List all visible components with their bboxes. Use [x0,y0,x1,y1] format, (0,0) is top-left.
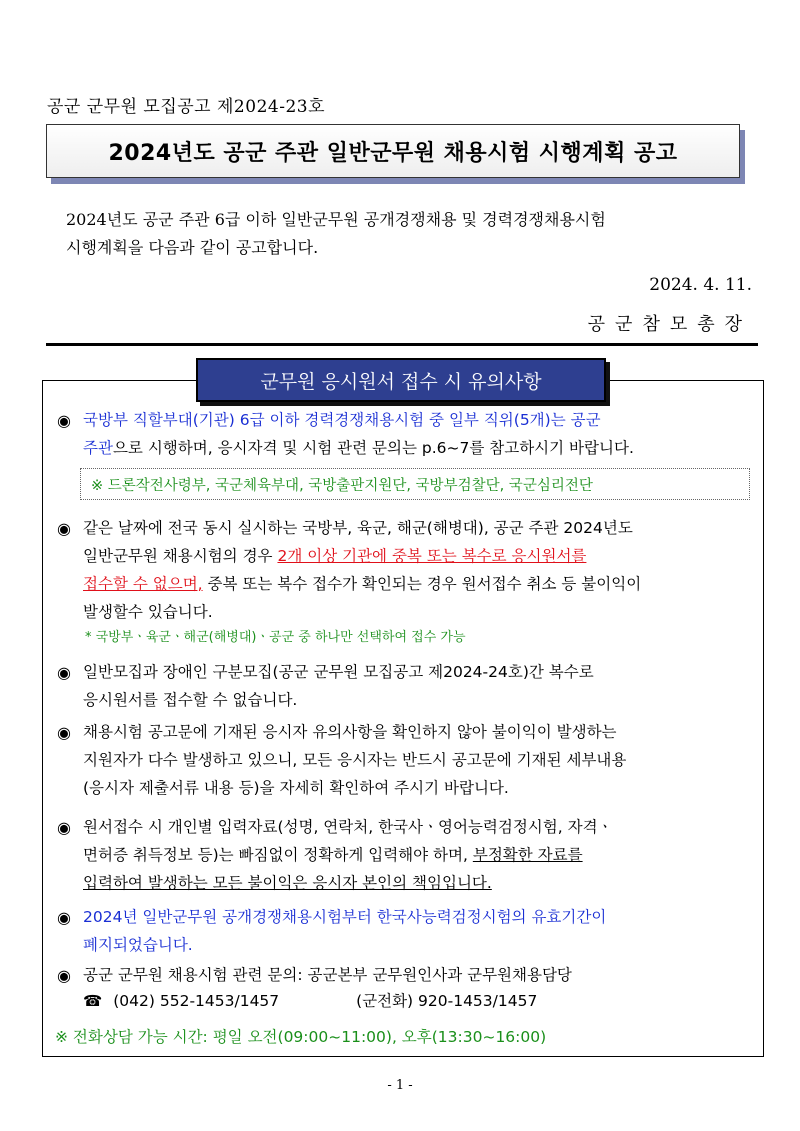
military-phone-number: (군전화) 920-1453/1457 [356,992,538,1010]
notice-item-4 [57,718,767,802]
notice-item-2-line-1: 같은 날짜에 전국 동시 실시하는 국방부, 육군, 해군(해병대), 공군 주관 2024년도 [83,519,633,537]
bullet-icon: ◉ [57,663,71,682]
small-note: * 국방부ㆍ육군ㆍ해군(해병대)ㆍ공군 중 하나만 선택하여 접수 가능 [85,630,466,645]
notice-box-header: 군무원 응시원서 접수 시 유의사항 [196,358,606,402]
notice-item-2-line-4: 발생할수 있습니다. [83,603,213,621]
title-box [46,124,740,178]
issuer: 공군참모총장 [587,314,752,335]
bullet-icon: ◉ [57,818,71,837]
notice-item-5-line-1: 원서접수 시 개인별 입력자료(성명, 연락처, 한국사ㆍ영어능력검정시험, 자격ㆍ [83,818,613,836]
notice-item-6 [57,903,767,959]
bullet-icon: ◉ [57,519,71,538]
notice-item-6-line-2: 폐지되었습니다. [83,936,193,954]
notice-item-5 [57,813,767,897]
bullet-icon: ◉ [57,723,71,742]
notice-item-5-emph-a: 부정확한 자료를 [472,846,583,864]
notice-item-5-line-2a: 면허증 취득정보 등)는 빠짐없이 정확하게 입력해야 하며, [83,846,473,864]
notice-item-6-line-1: 2024년 일반군무원 공개경쟁채용시험부터 한국사능력검정시험의 유효기간이 [83,908,607,926]
bullet-icon: ◉ [57,411,71,430]
notice-item-2 [57,514,767,626]
phone-icon: ☎ [83,992,103,1010]
page-number: - 1 - [387,1078,413,1093]
notice-date: 2024. 4. 11. [649,275,752,295]
notice-item-2-warning-a: 2개 이상 기관에 중복 또는 복수로 응시원서를 [277,547,587,565]
notice-item-4-line-1: 채용시험 공고문에 기재된 응시자 유의사항을 확인하지 않아 불이익이 발생하는 [83,723,617,741]
consult-hours: ※ 전화상담 가능 시간: 평일 오전(09:00~11:00), 오후(13:30~16:00) [55,1028,547,1046]
contact-phone-line [83,989,537,1011]
notice-item-1-line-2: 으로 시행하며, 응시자격 및 시험 관련 문의는 p.6~7를 참고하시기 바랍니다. [112,439,634,457]
bullet-icon: ◉ [57,908,71,927]
notice-item-3-line-2: 응시원서를 접수할 수 없습니다. [83,691,298,709]
notice-item-4-line-2: 지원자가 다수 발생하고 있으니, 모든 응시자는 반드시 공고문에 기재된 세부내용 [83,751,627,769]
intro-line-1: 2024년도 공군 주관 6급 이하 일반군무원 공개경쟁채용 및 경력경쟁채용시험 [66,210,606,229]
phone-number: (042) 552-1453/1457 [113,992,280,1010]
sub-note-text: ※ 드론작전사령부, 국군체육부대, 국방출판지원단, 국방부검찰단, 국군심리전단 [91,477,593,494]
notice-item-2-line-3b: 중복 또는 복수 접수가 확인되는 경우 원서접수 취소 등 불이익이 [202,575,642,593]
sub-note-box [80,468,750,500]
notice-item-2-line-2a: 일반군무원 채용시험의 경우 [83,547,278,565]
notice-item-1-emph: 주관 [83,439,113,457]
notice-item-1-line-1: 국방부 직할부대(기관) 6급 이하 경력경쟁채용시험 중 일부 직위(5개)는 공군 [83,411,601,429]
intro-paragraph [66,206,756,262]
bullet-icon: ◉ [57,966,71,985]
notice-item-1 [57,406,767,462]
notice-item-7-line-1: 공군 군무원 채용시험 관련 문의: 공군본부 군무원인사과 군무원채용담당 [83,966,572,984]
notice-item-5-emph-b: 입력하여 발생하는 모든 불이익은 응시자 본인의 책임입니다. [83,874,492,892]
document-title: 2024년도 공군 주관 일반군무원 채용시험 시행계획 공고 [108,140,678,166]
notice-item-7 [57,961,767,989]
notice-item-2-warning-b: 접수할 수 없으며, [83,575,203,593]
divider-rule [46,343,758,346]
intro-line-2: 시행계획을 다음과 같이 공고합니다. [66,238,319,257]
notice-item-3 [57,658,767,714]
notice-item-4-line-3: (응시자 제출서류 내용 등)을 자세히 확인하여 주시기 바랍니다. [83,779,509,797]
notice-item-3-line-1: 일반모집과 장애인 구분모집(공군 군무원 모집공고 제2024-24호)간 복수로 [83,663,594,681]
notice-number: 공군 군무원 모집공고 제2024-23호 [47,97,325,117]
